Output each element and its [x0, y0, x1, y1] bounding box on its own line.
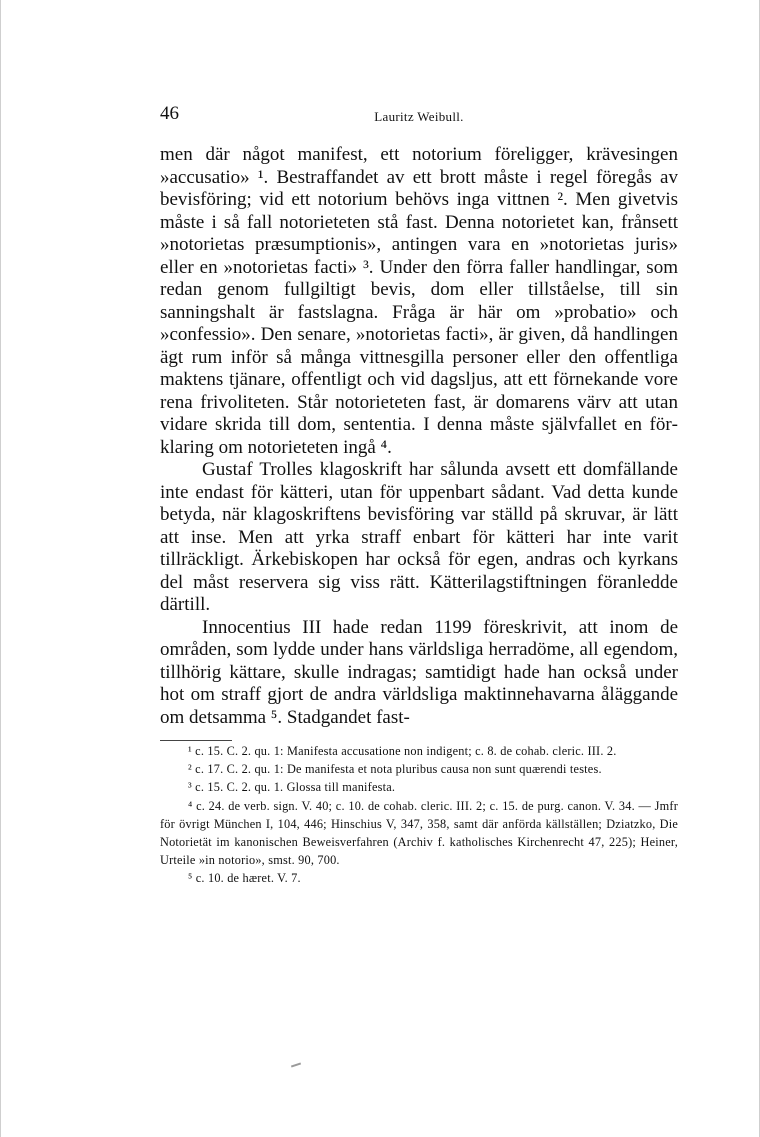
footnote: ⁵ c. 10. de hæret. V. 7.	[188, 871, 301, 886]
paragraph: Innocentius III hade redan 1199 föreskrivit, att inom de områden, som lydde under hans världsliga herradöme, all egendom, tillhörig kättare, skulle indragas; samtidigt hade han också under hot om straff gjort de andra världsliga maktinnehavarna åläggande om detsamma ⁵. Stadgandet fast-	[160, 616, 678, 728]
footnote: ² c. 17. C. 2. qu. 1: De manifesta et nota pluribus causa non sunt quærendi testes.	[188, 762, 602, 777]
scan-speck	[291, 1063, 301, 1068]
footnote-separator	[160, 740, 232, 741]
footnote: ¹ c. 15. C. 2. qu. 1: Manifesta accusatione non indigent; c. 8. de cohab. cleric. III. 2.	[188, 744, 617, 758]
running-head: Lauritz Weibull.	[374, 109, 464, 124]
paragraph: men där något manifest, ett notorium föreligger, krävesingen »accusatio» ¹. Bestraffandet av ett brott måste i regel föregås av bevisföring; vid ett notorium behövs inga vittnen ². Men givetvis måste i så fall notorieteten stå fast. Denna notorietet kan, frånsett »notorietas præsumptionis», antingen vara en »notorietas juris» eller en »notorietas facti» ³. Under den förra faller handlingar, som redan genom fullgiltigt bevis, dom eller tillståelse, till sin sanningshalt är fastslagna. Fråga är här om »probatio» och »confessio». Den senare, »notorietas facti», är given, då handlingen ägt rum inför så många vittnesgilla personer eller den offentliga maktens tjänare, offentligt och vid dagsljus, att ett förnekande vore rena frivoliteten. Står notorieteten fast, är domarens värv att utan vidare skrida till dom, sententia. I denna måste självfallet en förklaring om notorieteten ingå ⁴.	[160, 144, 678, 458]
footnotes	[160, 742, 678, 888]
page-number: 46	[160, 103, 179, 124]
scan-edge-left	[0, 0, 1, 1137]
body-text	[160, 144, 678, 729]
footnote: ³ c. 15. C. 2. qu. 1. Glossa till manifesta.	[188, 780, 396, 795]
footnote: ⁴ c. 24. de verb. sign. V. 40; c. 10. de cohab. cleric. III. 2; c. 15. de purg. canon. V. 34. — Jmfr för övrigt München I, 104, 446; Hinschius V, 347, 358, samt där anförda källställen; Dziatzko, Die Notorietät im kanonischen Beweisverfahren (Archiv f. katholisches Kirchenrecht 47, 225); Heiner, Urteile »in notorio», smst. 90, 700.	[160, 798, 678, 868]
page-header	[160, 103, 678, 129]
paragraph: Gustaf Trolles klagoskrift har sålunda avsett ett domfällande inte endast för kätteri, utan för uppenbart sådant. Vad detta kunde betyda, när klagoskriftens bevisföring var ställd på skruvar, är lätt att inse. Men att yrka straff enbart för kätteri har inte varit tillräckligt. Ärkebiskopen har också för egen, andras och kyrkans del måst reservera sig viss rätt. Kätterilagstiftningen föranledde därtill.	[160, 459, 678, 615]
